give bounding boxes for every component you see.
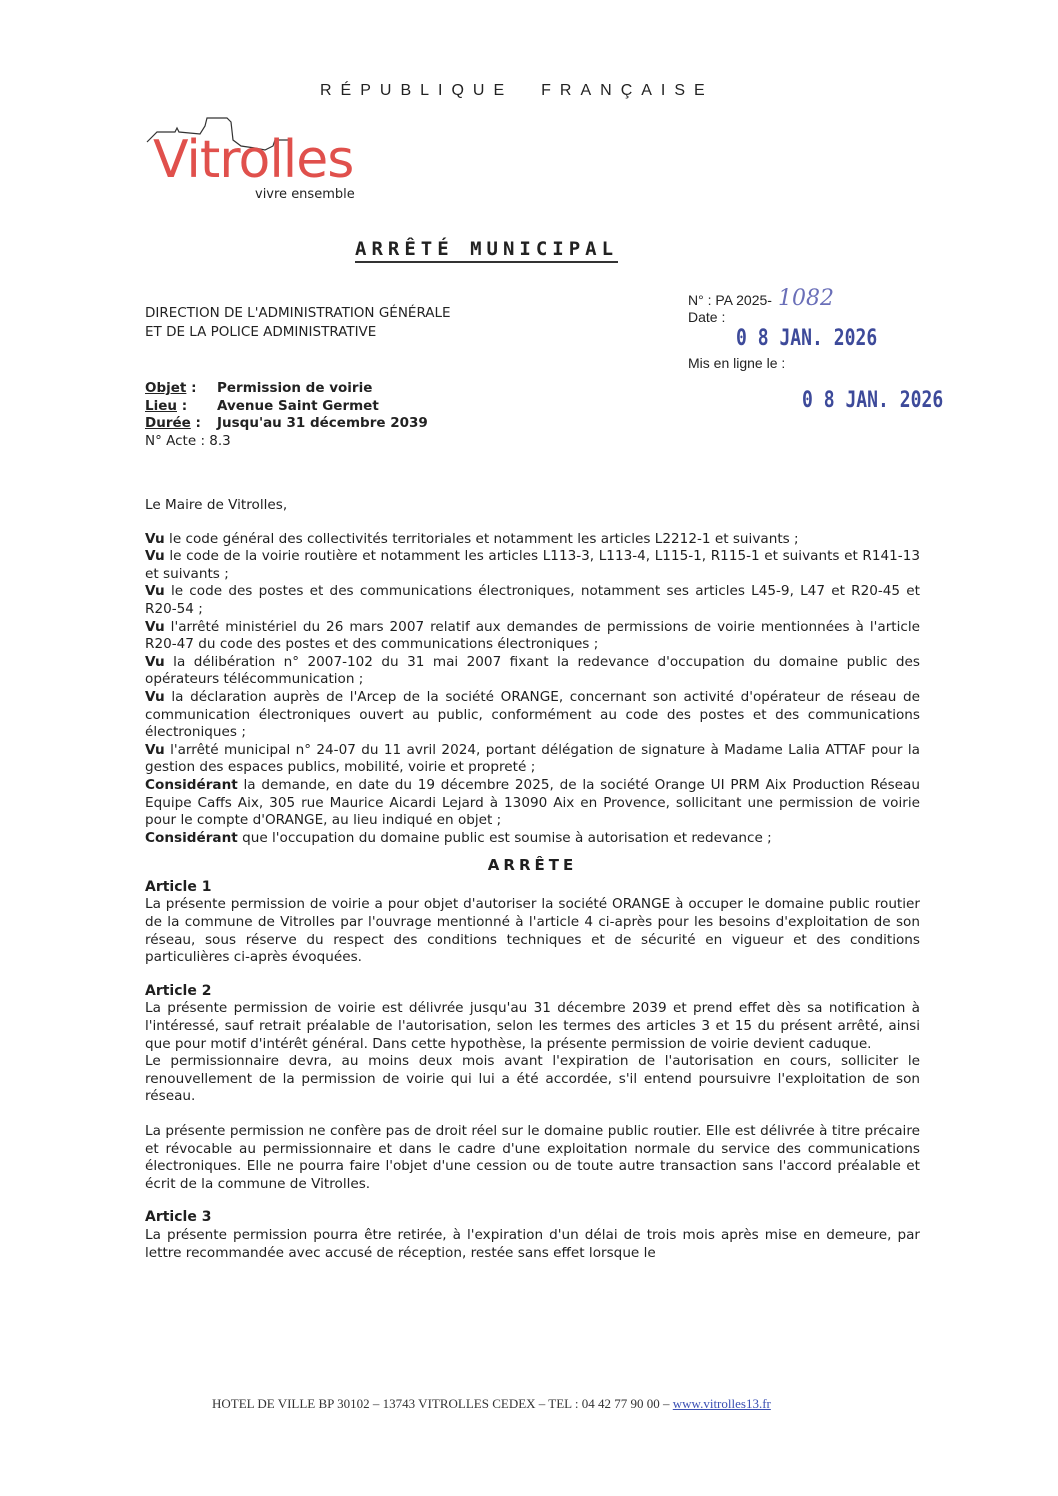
clause-item: [145, 654, 920, 689]
duree-label: Durée: [145, 415, 191, 431]
footer: [212, 1396, 771, 1412]
article-paragraph: La présente permission ne confère pas de droit réel sur le domaine public routier. Elle est délivrée à titre précaire et révocable au permissionnaire et dans le cadre d'une exploitation normale du service des communications électroniques. Elle ne pourra faire l'objet d'une cession ou de toute autre transaction sans l'accord préalable et écrit de la commune de Vitrolles.: [145, 1123, 920, 1192]
article-paragraph: La présente permission de voirie est délivrée jusqu'au 31 décembre 2039 et prend effet dès sa notification à l'intéressé, sauf retrait préalable de l'autorisation, selon les termes des articles 3 et 15 du présent arrêté, ainsi que pour motif d'intérêt général. Dans cette hypothèse, la présente permission de voirie devient caduque.: [145, 1000, 920, 1052]
clause-text: l'arrêté municipal n° 24-07 du 11 avril 2024, portant délégation de signature à Madame Lalia ATTAF pour la gestion des espaces publics, mobilité, voirie et propreté ;: [145, 741, 920, 776]
francaise-word: FRANÇAISE: [541, 82, 714, 99]
objet-label: Objet: [145, 380, 187, 396]
objet-row: Objet : Permission de voirie: [145, 380, 373, 396]
vitrolles-logo: [145, 112, 405, 212]
date-label: Date :: [688, 309, 726, 325]
lieu-value: Avenue Saint Germet: [217, 397, 379, 414]
clause-text: la demande, en date du 19 décembre 2025, de la société Orange UI PRM Aix Production Réseau Equipe Caffs Aix, 305 rue Maurice Aicardi Lejard à 13090 Aix en Provence, sollicitant une permission de voirie pour le compte d'ORANGE, au lieu indiqué en objet ;: [145, 776, 920, 829]
salutation: Le Maire de Vitrolles,: [145, 497, 288, 513]
subject-block: [145, 380, 428, 450]
clause-lead: Vu: [145, 653, 165, 670]
arrete-heading: ARRÊTE: [487, 856, 578, 875]
republique-francaise-header: [320, 82, 742, 100]
direction-line-1: DIRECTION DE L'ADMINISTRATION GÉNÉRALE: [145, 305, 451, 321]
handwritten-number: 1082: [777, 286, 834, 311]
footer-website-link[interactable]: www.vitrolles13.fr: [672, 1396, 771, 1411]
clause-item: [145, 742, 920, 777]
clause-item: [145, 689, 920, 742]
clause-text: l'arrêté ministériel du 26 mars 2007 relatif aux demandes de permissions de voirie mentionnées à l'article R20-47 du code des postes et des communications électroniques ;: [145, 618, 920, 653]
clause-text: la déclaration auprès de l'Arcep de la société ORANGE, concernant son activité d'opérateur de réseau de communication électroniques ouvert au public, conformément au code des postes et des communications électroniques ;: [145, 688, 920, 741]
clause-lead: Considérant: [145, 829, 238, 846]
logo-wordmark: Vitrolles: [153, 130, 354, 190]
date-stamp: 0 8 JAN. 2026: [736, 326, 878, 351]
clause-item: [145, 830, 920, 848]
lieu-row: Lieu : Avenue Saint Germet: [145, 397, 379, 414]
clause-item: [145, 583, 920, 618]
article-title: Article 1: [145, 878, 212, 895]
lieu-label: Lieu: [145, 397, 177, 414]
footer-address: HOTEL DE VILLE BP 30102 – 13743 VITROLLES CEDEX – TEL : 04 42 77 90 00 –: [212, 1396, 673, 1411]
clause-lead: Vu: [145, 548, 165, 565]
article-paragraph: La présente permission de voirie a pour objet d'autoriser la société ORANGE à occuper le domaine public routier de la commune de Vitrolles par l'ouvrage mentionné à l'article 4 ci-après pour les besoins d'exploitation de son réseau, sous réserve du respect des conditions techniques et de sécurité en vigueur et des conditions particulières ci-après évoquées.: [145, 896, 920, 966]
republique-word: RÉPUBLIQUE: [320, 82, 514, 99]
clause-item: [145, 777, 920, 830]
objet-value: Permission de voirie: [217, 380, 373, 396]
clause-text: que l'occupation du domaine public est soumise à autorisation et redevance ;: [237, 829, 772, 846]
issuing-direction: [145, 304, 451, 342]
clause-text: le code général des collectivités territoriales et notamment les articles L2212-1 et suivants ;: [164, 530, 799, 547]
clause-lead: Vu: [145, 530, 165, 547]
article-1: [145, 879, 920, 967]
document-title: ARRÊTÉ MUNICIPAL: [355, 238, 618, 263]
clause-lead: Vu: [145, 688, 165, 705]
duree-row: Durée : Jusqu'au 31 décembre 2039: [145, 415, 428, 431]
direction-line-2: ET DE LA POLICE ADMINISTRATIVE: [145, 324, 377, 340]
article-title: Article 2: [145, 982, 212, 999]
document-body: [145, 497, 920, 1278]
articles-list: [145, 879, 920, 1262]
clause-lead: Vu: [145, 618, 165, 635]
article-paragraph: Le permissionnaire devra, au moins deux mois avant l'expiration de l'autorisation en cours, solliciter le renouvellement de la permission de voirie qui lui a été accordée, s'il entend poursuivre l'exploitation de son réseau.: [145, 1053, 920, 1105]
logo-tagline: vivre ensemble: [255, 187, 355, 202]
online-label: Mis en ligne le :: [688, 355, 786, 371]
article-3: [145, 1209, 920, 1262]
online-date-stamp: 0 8 JAN. 2026: [802, 388, 944, 413]
clause-lead: Considérant: [145, 776, 238, 793]
reference-number: [688, 286, 834, 311]
clause-item: [145, 548, 920, 583]
clause-lead: Vu: [145, 583, 165, 600]
clauses-list: [145, 531, 920, 848]
article-2: [145, 983, 920, 1194]
clause-text: la délibération n° 2007-102 du 31 mai 2007 fixant la redevance d'occupation du domaine public des opérateurs télécommunication ;: [145, 653, 920, 688]
clause-text: le code de la voirie routière et notamment les articles L113-3, L113-4, L115-1, R115-1 et suivants et R141-13 et suivants ;: [145, 548, 920, 582]
article-paragraph: La présente permission pourra être retirée, à l'expiration d'un délai de trois mois après mise en demeure, par lettre recommandée avec accusé de réception, restée sans effet lorsque le: [145, 1226, 920, 1261]
clause-item: [145, 531, 920, 549]
reference-number-label: N° : PA 2025-: [688, 292, 772, 308]
acte-number: N° Acte : 8.3: [145, 432, 231, 449]
reference-block: [688, 286, 834, 326]
clause-text: le code des postes et des communications électroniques, notamment ses articles L45-9, L47 et R20-45 et R20-54 ;: [145, 583, 920, 617]
clause-item: [145, 619, 920, 654]
duree-value: Jusqu'au 31 décembre 2039: [217, 415, 428, 431]
article-title: Article 3: [145, 1209, 212, 1226]
clause-lead: Vu: [145, 741, 165, 758]
